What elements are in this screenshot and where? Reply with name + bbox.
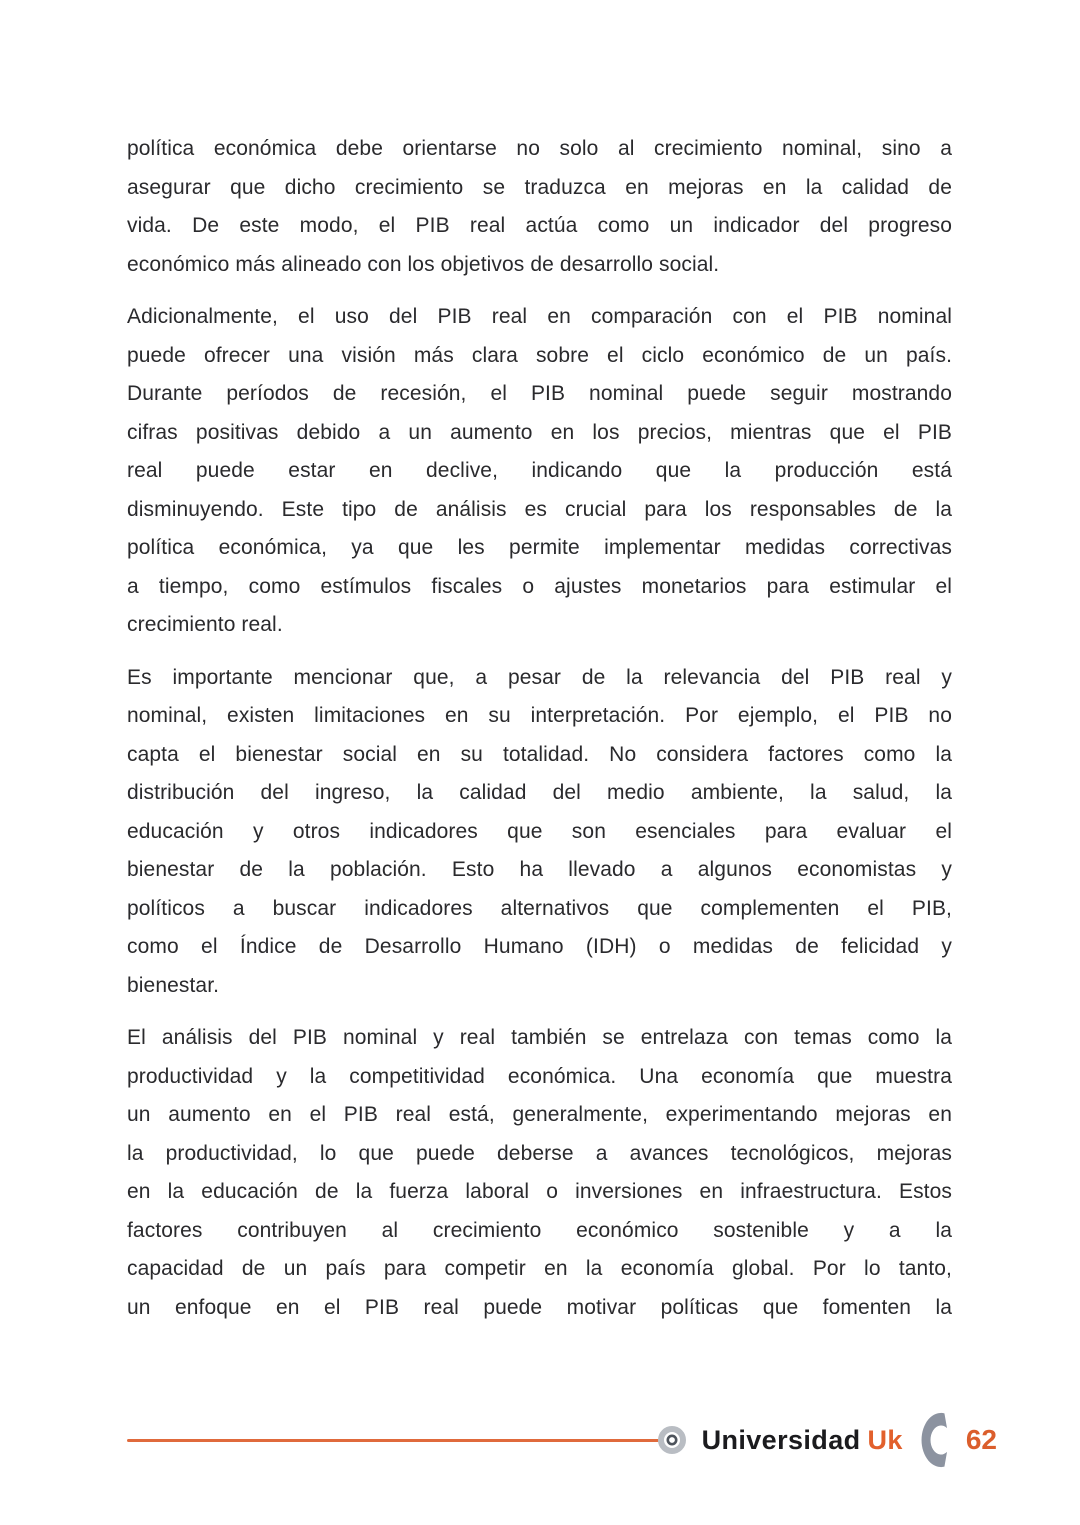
page-number: 62 [965,1424,997,1455]
footer-divider-line [127,1439,659,1442]
text-line: capta el bienestar social en su totalidad. No considera factores como la [127,742,952,766]
text-line: puede ofrecer una visión más clara sobre el ciclo económico de un país. [127,343,952,367]
text-line: como el Índice de Desarrollo Humano (IDH) o medidas de felicidad y [127,935,952,958]
page-footer [127,1408,997,1472]
text-line: bienestar. [127,973,220,997]
text-line: educación y otros indicadores que son esenciales para evaluar el [127,819,952,843]
paragraph [127,1019,952,1327]
text-line: nominal, existen limitaciones en su interpretación. Por ejemplo, el PIB no [127,704,952,727]
paragraph [127,659,952,1006]
text-line: en la educación de la fuerza laboral o inversiones en infraestructura. Estos [127,1180,952,1203]
brand-logo [702,1425,903,1456]
text-line: bienestar de la población. Esto ha llevado a algunos economistas y [127,858,952,881]
text-line: económico más alineado con los objetivos de desarrollo social. [127,252,720,276]
text-line: Es importante mencionar que, a pesar de la relevancia del PIB real y [127,665,952,689]
paragraph [127,298,952,645]
text-line: disminuyendo. Este tipo de análisis es crucial para los responsables de la [127,497,952,521]
text-line: política económica debe orientarse no solo al crecimiento nominal, sino a [127,137,952,160]
text-line: a tiempo, como estímulos fiscales o ajustes monetarios para estimular el [127,574,952,598]
text-line: la productividad, lo que puede deberse a avances tecnológicos, mejoras [127,1141,952,1165]
text-line: distribución del ingreso, la calidad del medio ambiente, la salud, la [127,781,952,804]
text-line: crecimiento real. [127,613,283,636]
text-line: El análisis del PIB nominal y real también se entrelaza con temas como la [127,1026,952,1049]
brand-name: Universidad [701,1424,861,1455]
page-body-text [127,130,952,1341]
text-line: política económica, ya que les permite implementar medidas correctivas [127,536,952,559]
text-line: factores contribuyen al crecimiento económico sostenible y a la [127,1218,952,1242]
target-dot-icon [657,1425,687,1455]
text-line: políticos a buscar indicadores alternativos que complementen el PIB, [127,896,952,920]
text-line: asegurar que dicho crecimiento se traduzca en mejoras en la calidad de [127,175,952,199]
text-line: real puede estar en declive, indicando que la producción está [127,459,952,482]
text-line: Adicionalmente, el uso del PIB real en comparación con el PIB nominal [127,305,952,328]
crescent-icon [920,1411,948,1469]
text-line: un aumento en el PIB real está, generalmente, experimentando mejoras en [127,1103,952,1126]
text-line: un enfoque en el PIB real puede motivar políticas que fomenten la [127,1295,952,1319]
text-line: cifras positivas debido a un aumento en los precios, mientras que el PIB [127,420,952,444]
text-line: productividad y la competitividad económica. Una economía que muestra [127,1064,952,1088]
text-line: vida. De este modo, el PIB real actúa como un indicador del progreso [127,214,952,237]
text-line: capacidad de un país para competir en la economía global. Por lo tanto, [127,1257,952,1280]
text-line: Durante períodos de recesión, el PIB nominal puede seguir mostrando [127,382,952,405]
paragraph [127,130,952,284]
brand-suffix: Uk [867,1424,903,1455]
